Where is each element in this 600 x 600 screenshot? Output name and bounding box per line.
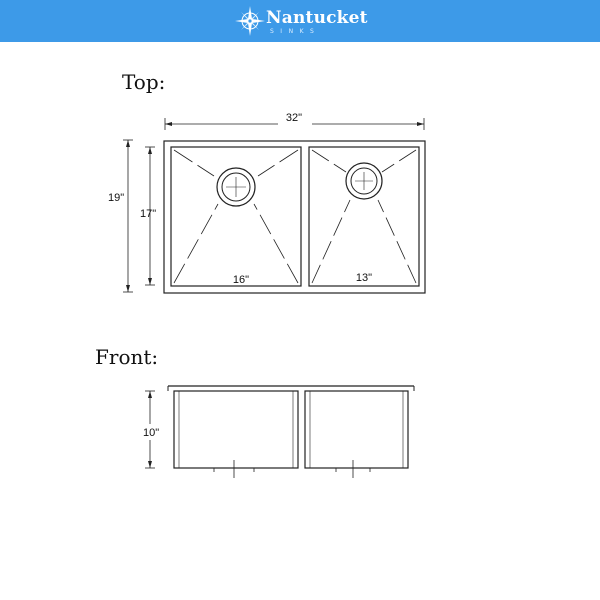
bowl-depth-label: 17" [140, 208, 157, 220]
right-bowl-top [309, 147, 419, 286]
front-view-title: Front: [95, 345, 159, 369]
front-height-label: 10" [143, 427, 160, 439]
left-bowl-top [171, 147, 301, 286]
right-bowl-front [305, 391, 408, 478]
brand-name: Nantucket [266, 8, 368, 28]
front-view [145, 386, 414, 478]
left-bowl-front [174, 391, 298, 478]
top-view-title: Top: [122, 70, 166, 94]
overall-width-label: 32" [285, 112, 303, 124]
right-bowl-width-label: 13" [355, 272, 373, 284]
left-bowl-width-label: 16" [232, 274, 250, 286]
overall-depth-label: 19" [108, 192, 125, 204]
overall-depth-dimension [123, 140, 133, 292]
top-view [123, 118, 425, 293]
brand-tagline: SINKS [270, 28, 321, 35]
sink-outer-rim [164, 141, 425, 293]
